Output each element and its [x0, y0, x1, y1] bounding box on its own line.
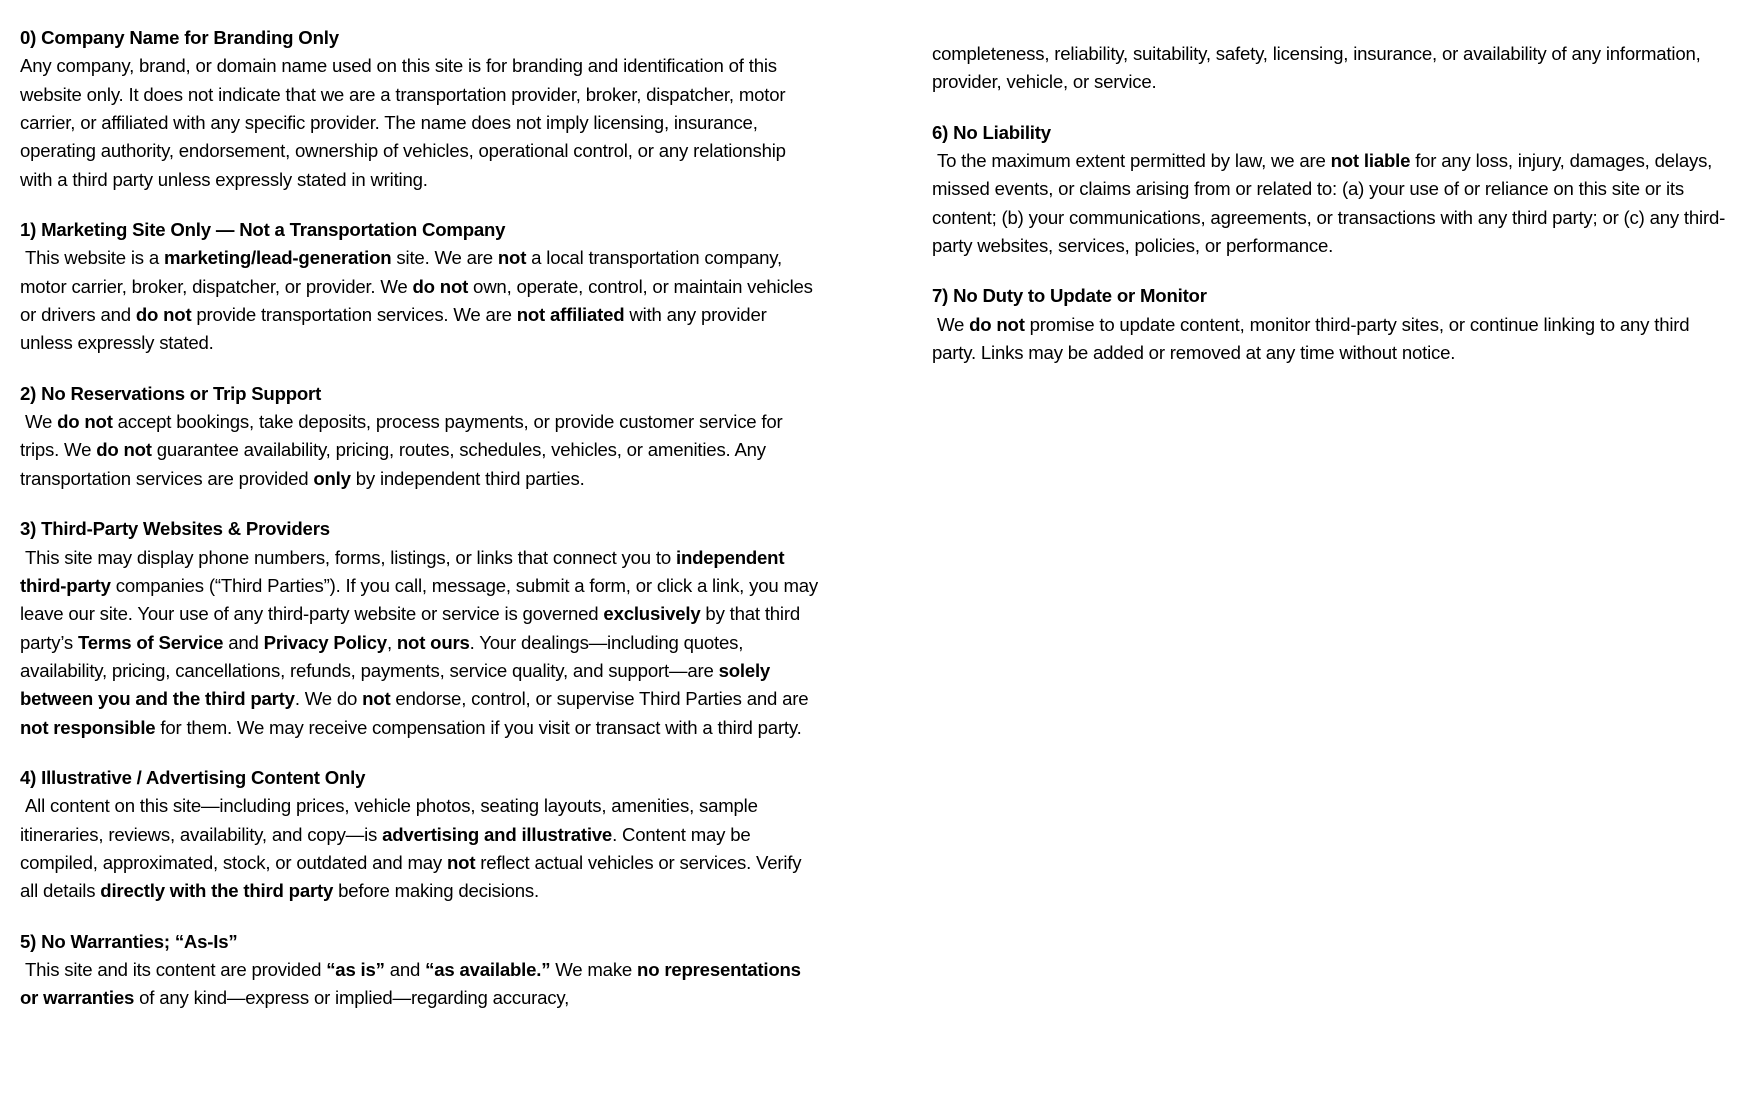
disclaimer-section: [20, 928, 820, 1013]
text-run: completeness, reliability, suitability, safety, licensing, insurance, or availability of any information, provider, vehicle, or service.: [932, 43, 1706, 93]
text-run: advertising and illustrative: [382, 823, 613, 845]
section-heading: 3) Third-Party Websites & Providers: [20, 518, 330, 540]
text-run: . We do: [294, 688, 363, 710]
text-run: for any loss, injury, damages, delays, missed events, or claims arising from or related to: (a) your use of or reliance on this site or its content; (b) your communications, agreements, or transactions with any third party; or (c) any third-party websites, services, policies, or performance.: [932, 150, 1726, 257]
section-paragraph: [20, 244, 820, 357]
text-run: not affiliated: [516, 304, 625, 326]
text-run: by independent third parties.: [350, 467, 585, 489]
text-run: for them. We may receive compensation if you visit or transact with a third party.: [155, 716, 802, 738]
text-run: own, operate, control, or maintain vehicles or drivers and: [20, 275, 818, 326]
text-run: do not: [412, 275, 469, 297]
text-run: before making decisions.: [333, 880, 539, 902]
text-run: guarantee availability, pricing, routes, schedules, vehicles, or amenities. Any transportation services are provided: [20, 439, 771, 489]
text-run: To the maximum extent permitted by law, we are: [932, 150, 1331, 172]
section-paragraph: [20, 956, 820, 1013]
section-paragraph: [20, 544, 823, 742]
disclaimer-section: [20, 24, 820, 194]
section-paragraph: [932, 147, 1727, 260]
text-run: by that third party’s: [20, 603, 805, 653]
section-heading: 1) Marketing Site Only — Not a Transportation Company: [20, 219, 506, 241]
text-run: companies (“Third Parties”). If you call, message, submit a form, or click a link, you may leave our site. Your use of any third-party website or service is governed: [20, 574, 823, 625]
text-run: Privacy Policy: [263, 631, 387, 653]
disclaimer-section: [932, 119, 1727, 261]
section-heading: 0) Company Name for Branding Only: [20, 27, 339, 48]
text-run: directly with the third party: [100, 880, 334, 902]
text-run: We: [20, 411, 58, 433]
text-run: We make: [550, 958, 638, 980]
text-run: All content on this site—including prices, vehicle photos, seating layouts, amenities, sample itineraries, reviews, availability, and copy—is: [20, 795, 763, 845]
text-run: provide transportation services. We are: [191, 304, 517, 326]
section-paragraph: [20, 52, 820, 194]
text-run: do not: [969, 313, 1025, 335]
text-run: ,: [386, 631, 397, 653]
text-run: do not: [96, 439, 152, 461]
section-heading: 5) No Warranties; “As-Is”: [20, 930, 238, 952]
text-run: This website is a: [20, 247, 164, 269]
text-run: . Content may be compiled, approximated, stock, or outdated and may: [20, 823, 756, 873]
text-run: Terms of Service: [78, 631, 224, 653]
text-run: This site and its content are provided: [20, 958, 327, 980]
text-run: endorse, control, or supervise Third Parties and are: [390, 688, 814, 710]
text-run: promise to update content, monitor third-party sites, or continue linking to any third party. Links may be added or removed at any time without notice.: [932, 313, 1695, 364]
text-run: do not: [57, 411, 113, 433]
text-run: site. We are: [391, 247, 498, 269]
text-run: not: [362, 688, 391, 710]
text-run: exclusively: [603, 603, 701, 625]
disclaimer-section: [20, 764, 820, 906]
text-run: We: [932, 313, 970, 335]
text-run: not responsible: [20, 716, 156, 738]
text-run: reflect actual vehicles or services. Verify all details: [20, 851, 807, 902]
text-run: a local transportation company, motor carrier, broker, dispatcher, or provider. We: [20, 247, 787, 297]
section-heading: 4) Illustrative / Advertising Content Only: [20, 766, 366, 788]
disclaimer-section: [20, 216, 820, 358]
text-run: This site may display phone numbers, forms, listings, or links that connect you to: [20, 546, 676, 568]
text-run: solely between you and the third party: [20, 659, 776, 710]
text-run: and: [223, 631, 264, 653]
text-run: of any kind—express or implied—regarding accuracy,: [134, 987, 570, 1009]
right-column: [932, 0, 1727, 367]
section-paragraph: [20, 792, 820, 905]
text-run: no representations or warranties: [20, 958, 806, 1009]
left-column: [20, 0, 823, 1013]
text-run: not liable: [1330, 150, 1411, 172]
text-run: “as available.”: [425, 958, 551, 980]
section-paragraph: [932, 311, 1727, 368]
disclaimer-section: [932, 282, 1727, 367]
text-run: not ours: [396, 631, 470, 653]
disclaimer-section: [20, 515, 823, 742]
text-run: not: [447, 851, 476, 873]
disclaimer-section: [932, 40, 1727, 97]
text-run: do not: [135, 304, 192, 326]
text-run: Any company, brand, or domain name used on this site is for branding and identification of this website only. It does not indicate that we are a transportation provider, broker, dispatcher, motor carrier, or affiliated with any specific provider. The name does not imply licensing, insurance, operating authority, endorsement, ownership of vehicles, operational control, or any relationship with a third party unless expressly stated in writing.: [20, 55, 791, 190]
text-run: marketing/lead-generation: [163, 247, 392, 269]
text-run: with any provider unless expressly stated.: [20, 304, 772, 354]
text-run: . Your dealings—including quotes, availability, pricing, cancellations, refunds, payments, service quality, and support—are: [20, 631, 749, 681]
section-heading: 2) No Reservations or Trip Support: [20, 382, 322, 404]
text-run: independent third-party: [20, 546, 790, 596]
text-run: not: [497, 247, 527, 269]
disclaimer-section: [20, 380, 820, 493]
section-paragraph: [20, 408, 820, 493]
section-heading: 6) No Liability: [932, 121, 1051, 143]
section-heading: 7) No Duty to Update or Monitor: [932, 285, 1207, 307]
text-run: accept bookings, take deposits, process payments, or provide customer service for trips. We: [20, 411, 788, 461]
text-run: and: [384, 958, 426, 980]
text-run: “as is”: [326, 958, 385, 980]
section-paragraph: [932, 40, 1727, 97]
text-run: only: [313, 467, 351, 489]
